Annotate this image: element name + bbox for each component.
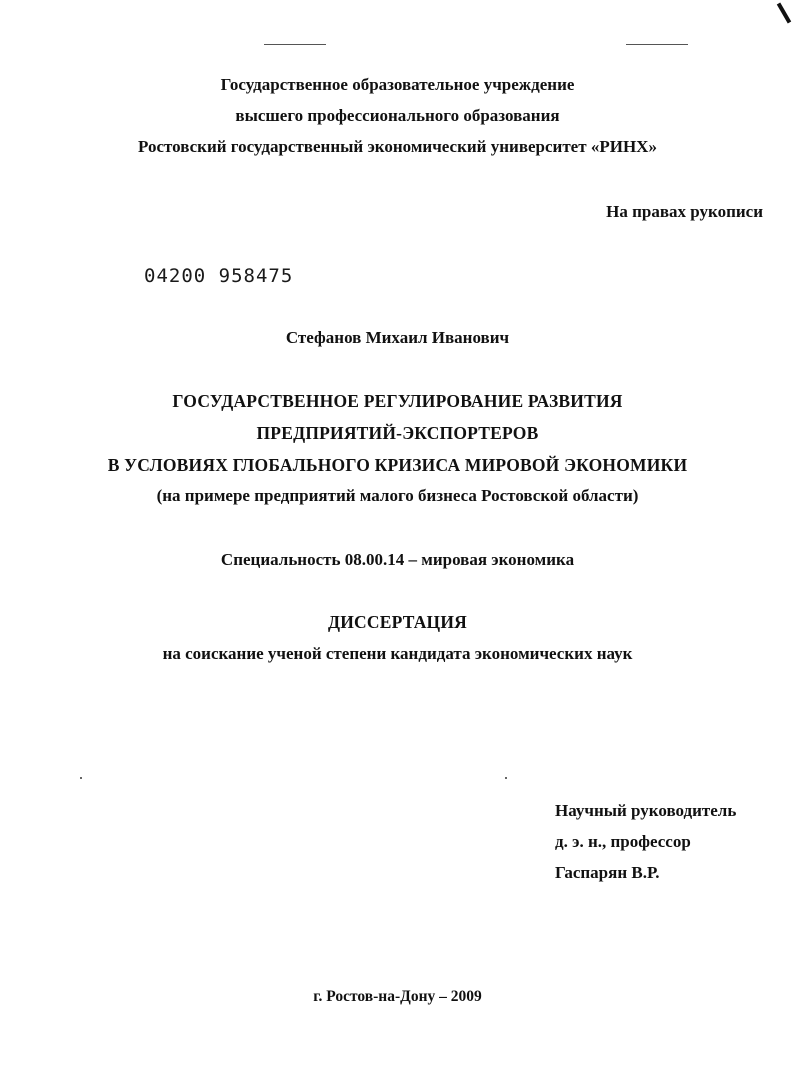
scan-speck [80,777,82,779]
place-year: г. Ростов-на-Дону – 2009 [313,988,482,1005]
top-rule-right [626,44,688,45]
dissertation-heading: ДИССЕРТАЦИЯ [327,612,467,632]
rights-note: На правах рукописи [606,202,763,221]
title-subtitle: (на примере предприятий малого бизнеса Ростовской области) [156,486,639,505]
title-line-3: В УСЛОВИЯХ ГЛОБАЛЬНОГО КРИЗИСА МИРОВОЙ ЭКОНОМИКИ [107,455,688,475]
institution-line-1: Государственное образовательное учреждение [220,75,575,94]
scan-corner-mark [777,2,791,23]
dissertation-purpose: на соискание ученой степени кандидата экономических наук [162,644,633,663]
institution-line-2: высшего профессионального образования [235,106,560,125]
specialty: Специальность 08.00.14 – мировая экономика [220,550,575,569]
institution-line-3: Ростовский государственный экономический университет «РИНХ» [138,137,657,156]
scan-speck [505,777,507,779]
title-line-1: ГОСУДАРСТВЕННОЕ РЕГУЛИРОВАНИЕ РАЗВИТИЯ [172,391,623,411]
supervisor-name: Гаспарян В.Р. [555,863,660,882]
author-name: Стефанов Михаил Иванович [285,328,510,347]
top-rule-left [264,44,326,45]
supervisor-role: Научный руководитель [555,801,737,820]
supervisor-degree: д. э. н., профессор [555,832,691,851]
catalog-number: 04200 958475 [144,265,294,287]
title-line-2: ПРЕДПРИЯТИЙ-ЭКСПОРТЕРОВ [256,423,539,443]
